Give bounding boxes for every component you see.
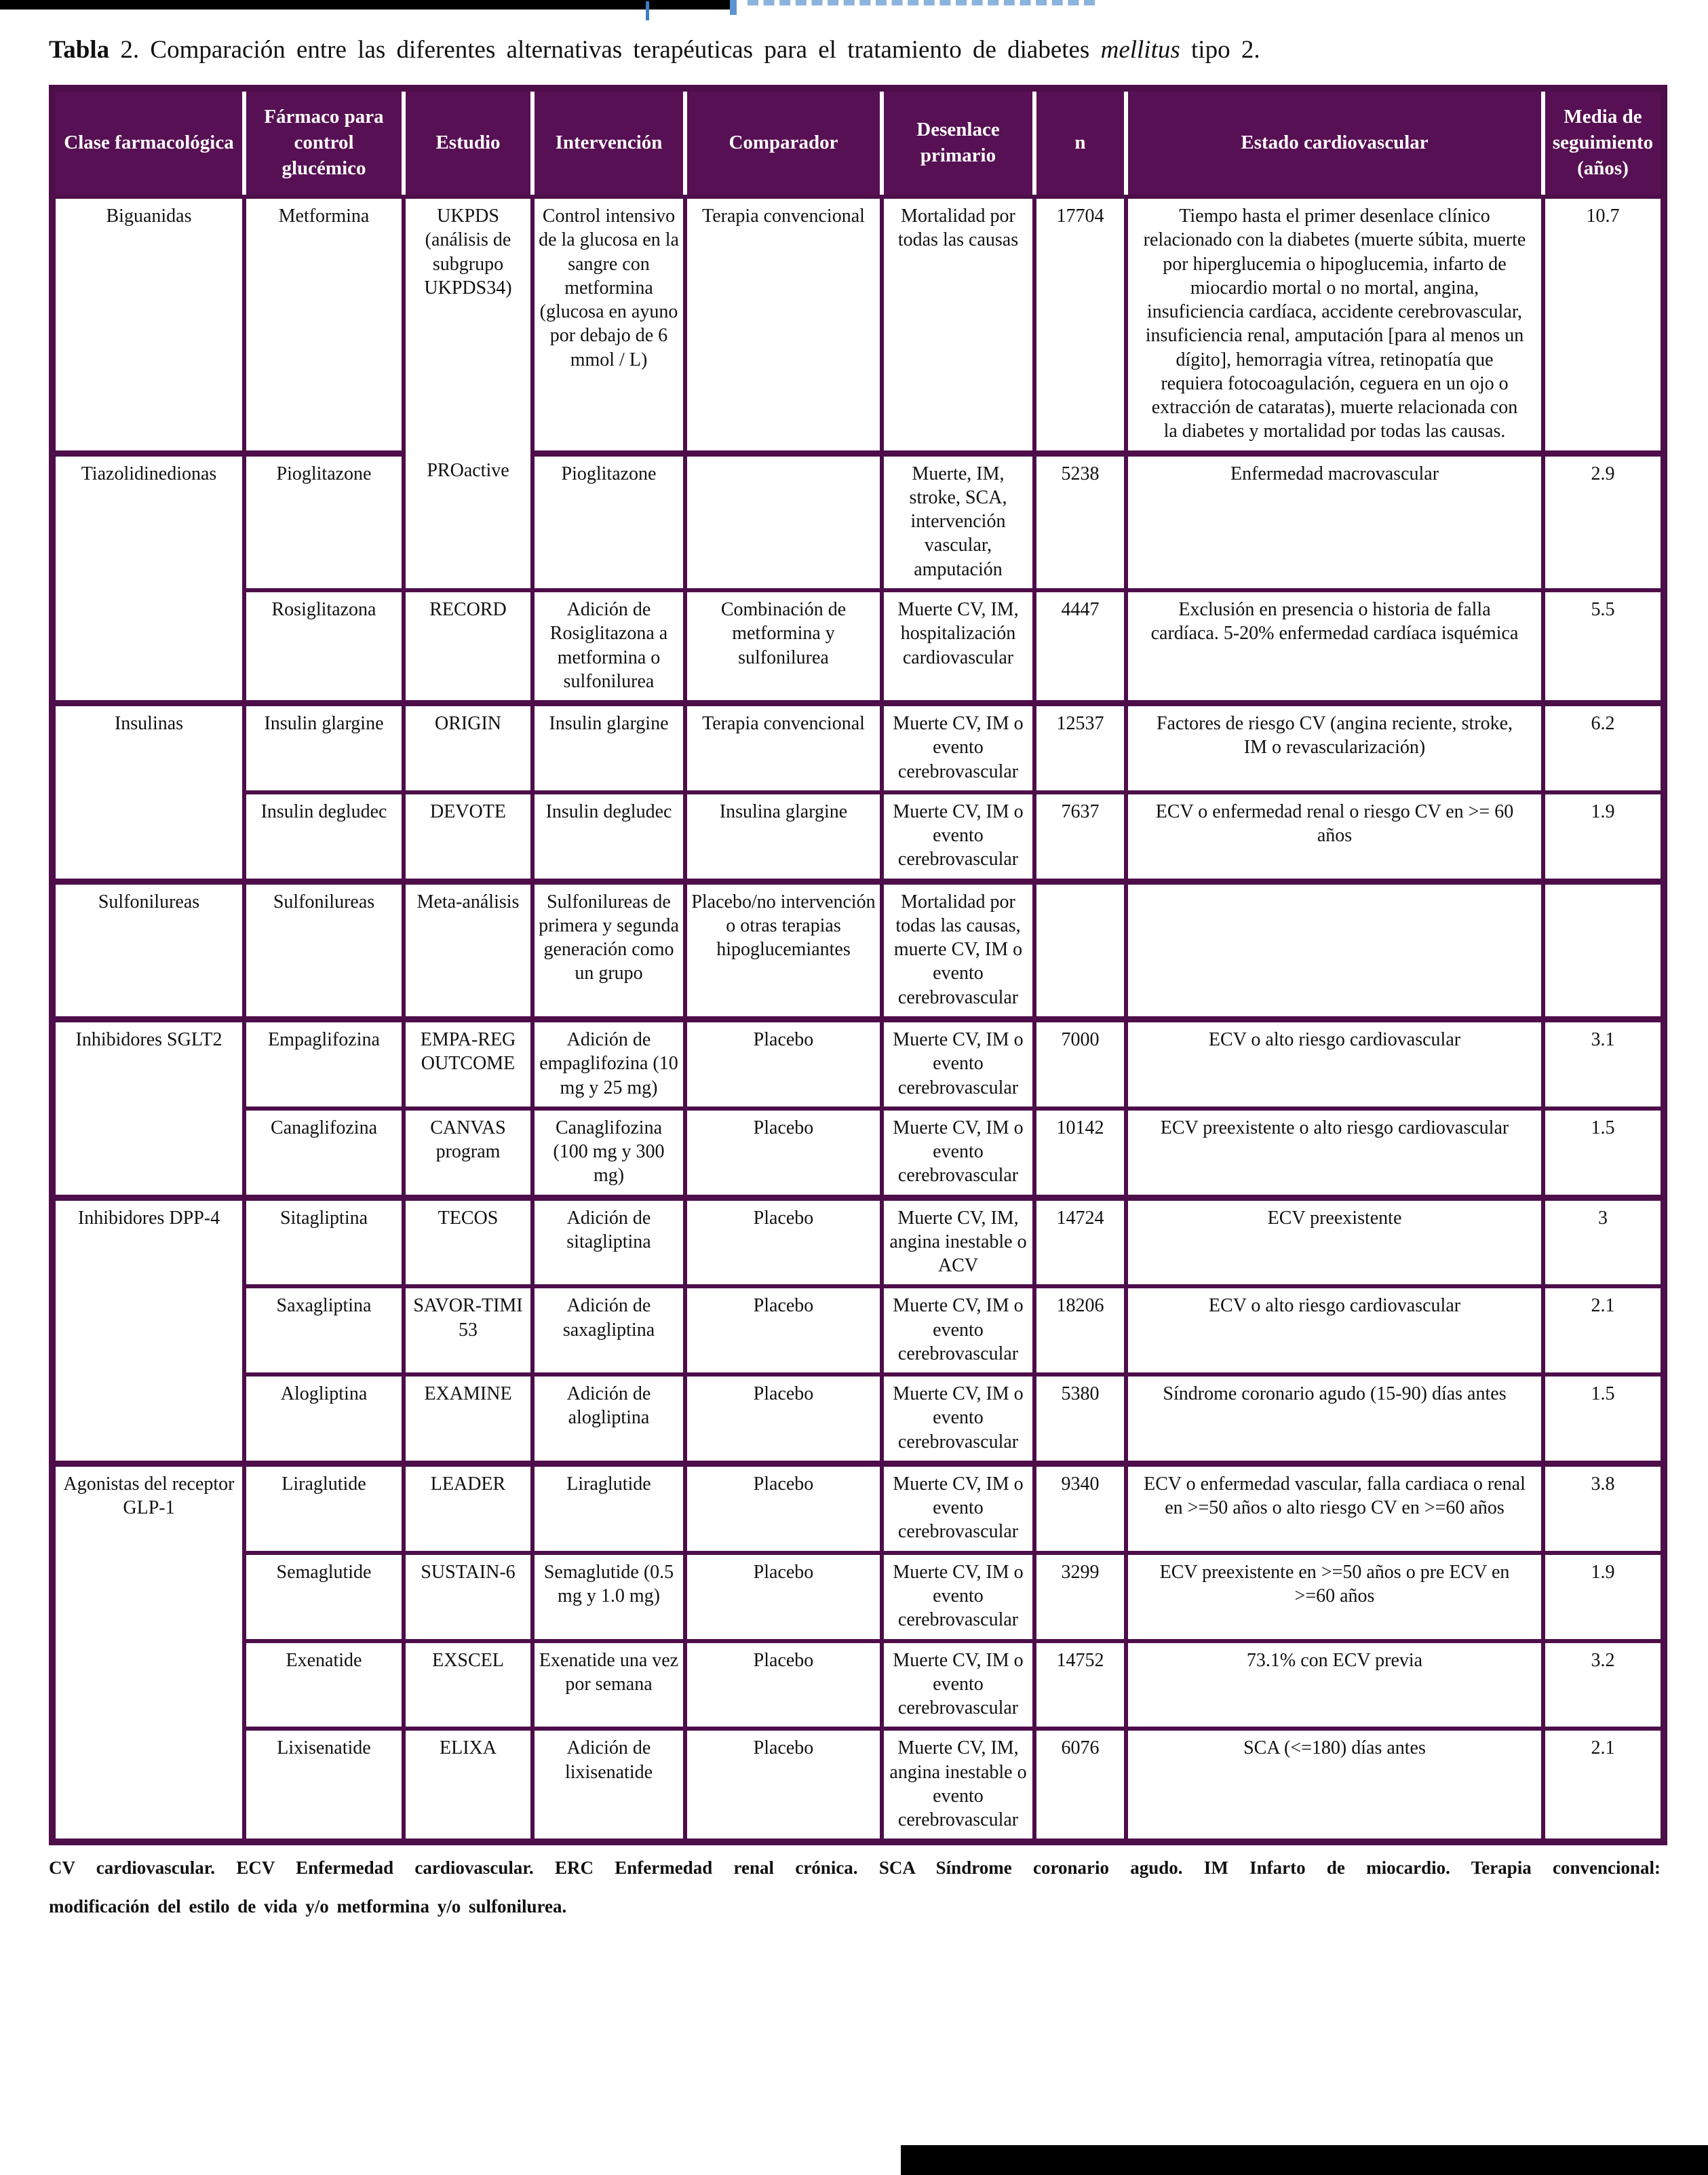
cell-clase: Inhibidores DPP-4 — [52, 1197, 244, 1463]
cell-estado: Tiempo hasta el primer desenlace clínico relacionado con la diabetes (muerte súbita, muerte por hiperglucemia o hipoglucemia, infarto de miocardio mortal o no mortal, angina, insuficiencia cardíaca, accidente cerebrovascular, insuficiencia renal, amputación [para al menos un dígito], hemorragia vítrea, retinopatía que requiera fotocoagulación, ceguera en un ojo o extracción de cataratas), muerte relacionada con la diabetes y mortalidad por todas las causas. — [1126, 197, 1543, 453]
cell-estudio: EXSCEL — [404, 1641, 532, 1729]
cell-intervencion: Adición de Rosiglitazona a metformina o sulfonilurea — [532, 590, 685, 704]
cell-estado: ECV preexistente — [1126, 1197, 1543, 1286]
cell-comparador: Placebo — [685, 1286, 882, 1374]
cell-n: 14752 — [1034, 1641, 1126, 1729]
cell-intervencion: Insulin degludec — [532, 792, 685, 881]
cell-farmaco: Semaglutide — [244, 1553, 404, 1641]
cell-estado: Factores de riesgo CV (angina reciente, stroke, IM o revascularización) — [1126, 704, 1543, 792]
cell-intervencion: Control intensivo de la glucosa en la sangre con metformina (glucosa en ayuno por debajo de 6 mmol / L) — [532, 197, 685, 453]
cell-clase: Inhibidores SGLT2 — [52, 1019, 244, 1197]
table-row — [52, 1109, 1664, 1197]
table-row — [52, 1374, 1664, 1463]
cell-intervencion: Adición de alogliptina — [532, 1374, 685, 1463]
cell-media: 3.1 — [1543, 1019, 1664, 1108]
cell-n: 14724 — [1034, 1197, 1126, 1286]
cell-estado: Síndrome coronario agudo (15-90) días antes — [1126, 1374, 1543, 1463]
cell-intervencion: Adición de saxagliptina — [532, 1286, 685, 1374]
cell-desenlace: Muerte CV, IM, angina inestable o evento cerebrovascular — [882, 1729, 1034, 1842]
cell-farmaco: Insulin degludec — [244, 792, 404, 881]
cell-n: 6076 — [1034, 1729, 1126, 1842]
cell-estudio: PROactive — [404, 453, 532, 590]
cell-estudio: ELIXA — [404, 1729, 532, 1842]
header-media: Media de seguimiento (años) — [1543, 88, 1664, 197]
cell-media: 1.5 — [1543, 1109, 1664, 1197]
cell-n: 12537 — [1034, 704, 1126, 792]
cell-intervencion: Liraglutide — [532, 1463, 685, 1552]
cell-n: 17704 — [1034, 197, 1126, 453]
table-row — [52, 1729, 1664, 1842]
cell-n: 7000 — [1034, 1019, 1126, 1108]
cell-n: 7637 — [1034, 792, 1126, 881]
cell-estado: Enfermedad macrovascular — [1126, 453, 1543, 590]
footnote-line-1: CV cardiovascular. ECV Enfermedad cardiovascular. ERC Enfermedad renal crónica. SCA Síndrome coronario agudo. IM Infarto de miocardio. Terapia convencional: — [49, 1858, 1661, 1879]
cell-estudio: TECOS — [404, 1197, 532, 1286]
cell-media: 1.9 — [1543, 792, 1664, 881]
cell-comparador — [685, 453, 882, 590]
cell-desenlace: Muerte, IM, stroke, SCA, intervención vascular, amputación — [882, 453, 1034, 590]
table-row — [52, 1553, 1664, 1641]
cell-estudio: ORIGIN — [404, 704, 532, 792]
cell-media: 10.7 — [1543, 197, 1664, 453]
cell-clase: Agonistas del receptor GLP-1 — [52, 1463, 244, 1842]
cell-intervencion: Adición de sitagliptina — [532, 1197, 685, 1286]
cell-intervencion: Canaglifozina (100 mg y 300 mg) — [532, 1109, 685, 1197]
header-estado: Estado cardiovascular — [1126, 88, 1543, 197]
cell-comparador: Placebo — [685, 1729, 882, 1842]
cell-desenlace: Muerte CV, IM o evento cerebrovascular — [882, 1641, 1034, 1729]
cell-farmaco: Canaglifozina — [244, 1109, 404, 1197]
cell-estado: ECV preexistente o alto riesgo cardiovascular — [1126, 1109, 1543, 1197]
cell-intervencion: Sulfonilureas de primera y segunda generación como un grupo — [532, 881, 685, 1019]
cell-media: 3.2 — [1543, 1641, 1664, 1729]
table-row — [52, 704, 1664, 792]
header-row — [52, 88, 1664, 197]
cell-intervencion: Adición de lixisenatide — [532, 1729, 685, 1842]
cell-estado: ECV o alto riesgo cardiovascular — [1126, 1286, 1543, 1374]
cell-desenlace: Muerte CV, IM, angina inestable o ACV — [882, 1197, 1034, 1286]
cell-desenlace: Muerte CV, IM o evento cerebrovascular — [882, 1286, 1034, 1374]
cell-farmaco: Liraglutide — [244, 1463, 404, 1552]
cell-intervencion: Adición de empaglifozina (10 mg y 25 mg) — [532, 1019, 685, 1108]
cell-desenlace: Muerte CV, IM o evento cerebrovascular — [882, 1553, 1034, 1641]
table-row — [52, 1286, 1664, 1374]
cell-desenlace: Muerte CV, IM o evento cerebrovascular — [882, 1019, 1034, 1108]
cell-media: 2.1 — [1543, 1286, 1664, 1374]
cell-media: 1.9 — [1543, 1553, 1664, 1641]
cell-desenlace: Mortalidad por todas las causas — [882, 197, 1034, 453]
cell-desenlace: Muerte CV, IM o evento cerebrovascular — [882, 1109, 1034, 1197]
cell-comparador: Placebo — [685, 1374, 882, 1463]
cell-clase: Insulinas — [52, 704, 244, 882]
cell-desenlace: Muerte CV, IM o evento cerebrovascular — [882, 704, 1034, 792]
cell-estado: 73.1% con ECV previa — [1126, 1641, 1543, 1729]
cell-desenlace: Muerte CV, IM o evento cerebrovascular — [882, 1374, 1034, 1463]
header-clase: Clase farmacológica — [52, 88, 244, 197]
cell-comparador: Placebo/no intervención o otras terapias hipoglucemiantes — [685, 881, 882, 1019]
cell-intervencion: Pioglitazone — [532, 453, 685, 590]
cell-n: 9340 — [1034, 1463, 1126, 1552]
cell-n: 10142 — [1034, 1109, 1126, 1197]
cell-farmaco: Insulin glargine — [244, 704, 404, 792]
table-row — [52, 881, 1664, 1019]
cell-desenlace: Muerte CV, IM o evento cerebrovascular — [882, 1463, 1034, 1552]
title-tail: tipo 2. — [1180, 36, 1260, 64]
cell-desenlace: Muerte CV, IM o evento cerebrovascular — [882, 792, 1034, 881]
table-row — [52, 792, 1664, 881]
cell-media: 2.9 — [1543, 453, 1664, 590]
cell-n: 3299 — [1034, 1553, 1126, 1641]
header-comparador: Comparador — [685, 88, 882, 197]
table-row — [52, 1197, 1664, 1286]
cell-n: 18206 — [1034, 1286, 1126, 1374]
table-row — [52, 453, 1664, 590]
cell-estado: ECV preexistente en >=50 años o pre ECV en >=60 años — [1126, 1553, 1543, 1641]
cell-n — [1034, 881, 1126, 1019]
cell-farmaco: Pioglitazone — [244, 453, 404, 590]
table-footnote — [49, 1858, 1661, 1917]
cell-comparador: Placebo — [685, 1641, 882, 1729]
cell-comparador: Placebo — [685, 1019, 882, 1108]
cell-estudio: Meta-análisis — [404, 881, 532, 1019]
cell-estudio: LEADER — [404, 1463, 532, 1552]
cell-estudio: SUSTAIN-6 — [404, 1553, 532, 1641]
cell-media: 5.5 — [1543, 590, 1664, 704]
cell-estudio: UKPDS (análisis de subgrupo UKPDS34) — [404, 197, 532, 453]
cell-media — [1543, 881, 1664, 1019]
comparison-table — [49, 85, 1667, 1845]
clipped-link-glyph — [730, 0, 737, 15]
header-intervencion: Intervención — [532, 88, 685, 197]
cell-farmaco: Alogliptina — [244, 1374, 404, 1463]
cell-media: 6.2 — [1543, 704, 1664, 792]
cell-intervencion: Exenatide una vez por semana — [532, 1641, 685, 1729]
cell-media: 3.8 — [1543, 1463, 1664, 1552]
table-row — [52, 1019, 1664, 1108]
cell-estudio: RECORD — [404, 590, 532, 704]
cell-n: 5380 — [1034, 1374, 1126, 1463]
cell-comparador: Placebo — [685, 1553, 882, 1641]
cell-comparador: Placebo — [685, 1463, 882, 1552]
cell-desenlace: Muerte CV, IM, hospitalización cardiovascular — [882, 590, 1034, 704]
title-italic-word: mellitus — [1100, 36, 1180, 64]
table-row — [52, 1463, 1664, 1552]
cell-estudio: EXAMINE — [404, 1374, 532, 1463]
cell-estudio: DEVOTE — [404, 792, 532, 881]
cell-farmaco: Metformina — [244, 197, 404, 453]
cell-clase: Biguanidas — [52, 197, 244, 453]
cell-estudio: CANVAS program — [404, 1109, 532, 1197]
cell-media: 2.1 — [1543, 1729, 1664, 1842]
cell-estado: ECV o alto riesgo cardiovascular — [1126, 1019, 1543, 1108]
title-label: Tabla — [49, 36, 110, 64]
cell-estado: ECV o enfermedad renal o riesgo CV en >= 60 años — [1126, 792, 1543, 881]
header-estudio: Estudio — [404, 88, 532, 197]
footnote-line-2: modificación del estilo de vida y/o metformina y/o sulfonilurea. — [49, 1896, 567, 1917]
cell-n: 5238 — [1034, 453, 1126, 590]
cell-farmaco: Lixisenatide — [244, 1729, 404, 1842]
cell-estado: Exclusión en presencia o historia de falla cardíaca. 5-20% enfermedad cardíaca isquémica — [1126, 590, 1543, 704]
cell-comparador: Placebo — [685, 1109, 882, 1197]
cell-estudio: EMPA-REG OUTCOME — [404, 1019, 532, 1108]
table-row — [52, 590, 1664, 704]
cell-comparador: Placebo — [685, 1197, 882, 1286]
cell-intervencion: Semaglutide (0.5 mg y 1.0 mg) — [532, 1553, 685, 1641]
clipped-link-fragment[interactable] — [748, 0, 1095, 5]
cell-comparador: Combinación de metformina y sulfonilurea — [685, 590, 882, 704]
clipped-link-glyph — [646, 1, 649, 20]
cell-clase: Tiazolidinedionas — [52, 453, 244, 703]
table-row — [52, 1641, 1664, 1729]
table-title — [49, 35, 1661, 64]
cell-n: 4447 — [1034, 590, 1126, 704]
cell-estudio: SAVOR-TIMI 53 — [404, 1286, 532, 1374]
cell-estado: ECV o enfermedad vascular, falla cardiaca o renal en >=50 años o alto riesgo CV en >=60 años — [1126, 1463, 1543, 1552]
cell-farmaco: Exenatide — [244, 1641, 404, 1729]
cell-comparador: Terapia convencional — [685, 704, 882, 792]
table-row — [52, 197, 1664, 453]
header-n: n — [1034, 88, 1126, 197]
cell-media: 1.5 — [1543, 1374, 1664, 1463]
top-edge-black-bar — [0, 0, 734, 9]
cell-comparador: Insulina glargine — [685, 792, 882, 881]
header-farmaco: Fármaco para control glucémico — [244, 88, 404, 197]
cell-farmaco: Sitagliptina — [244, 1197, 404, 1286]
cell-clase: Sulfonilureas — [52, 881, 244, 1019]
cell-estado — [1126, 881, 1543, 1019]
cell-intervencion: Insulin glargine — [532, 704, 685, 792]
cell-estado: SCA (<=180) días antes — [1126, 1729, 1543, 1842]
cell-farmaco: Saxagliptina — [244, 1286, 404, 1374]
cell-farmaco: Rosiglitazona — [244, 590, 404, 704]
cell-desenlace: Mortalidad por todas las causas, muerte CV, IM o evento cerebrovascular — [882, 881, 1034, 1019]
bottom-black-box — [901, 2145, 1708, 2175]
cell-farmaco: Sulfonilureas — [244, 881, 404, 1019]
cell-media: 3 — [1543, 1197, 1664, 1286]
header-desenlace: Desenlace primario — [882, 88, 1034, 197]
cell-comparador: Terapia convencional — [685, 197, 882, 453]
cell-farmaco: Empaglifozina — [244, 1019, 404, 1108]
title-text: 2. Comparación entre las diferentes alternativas terapéuticas para el tratamiento de diabetes — [109, 36, 1101, 64]
